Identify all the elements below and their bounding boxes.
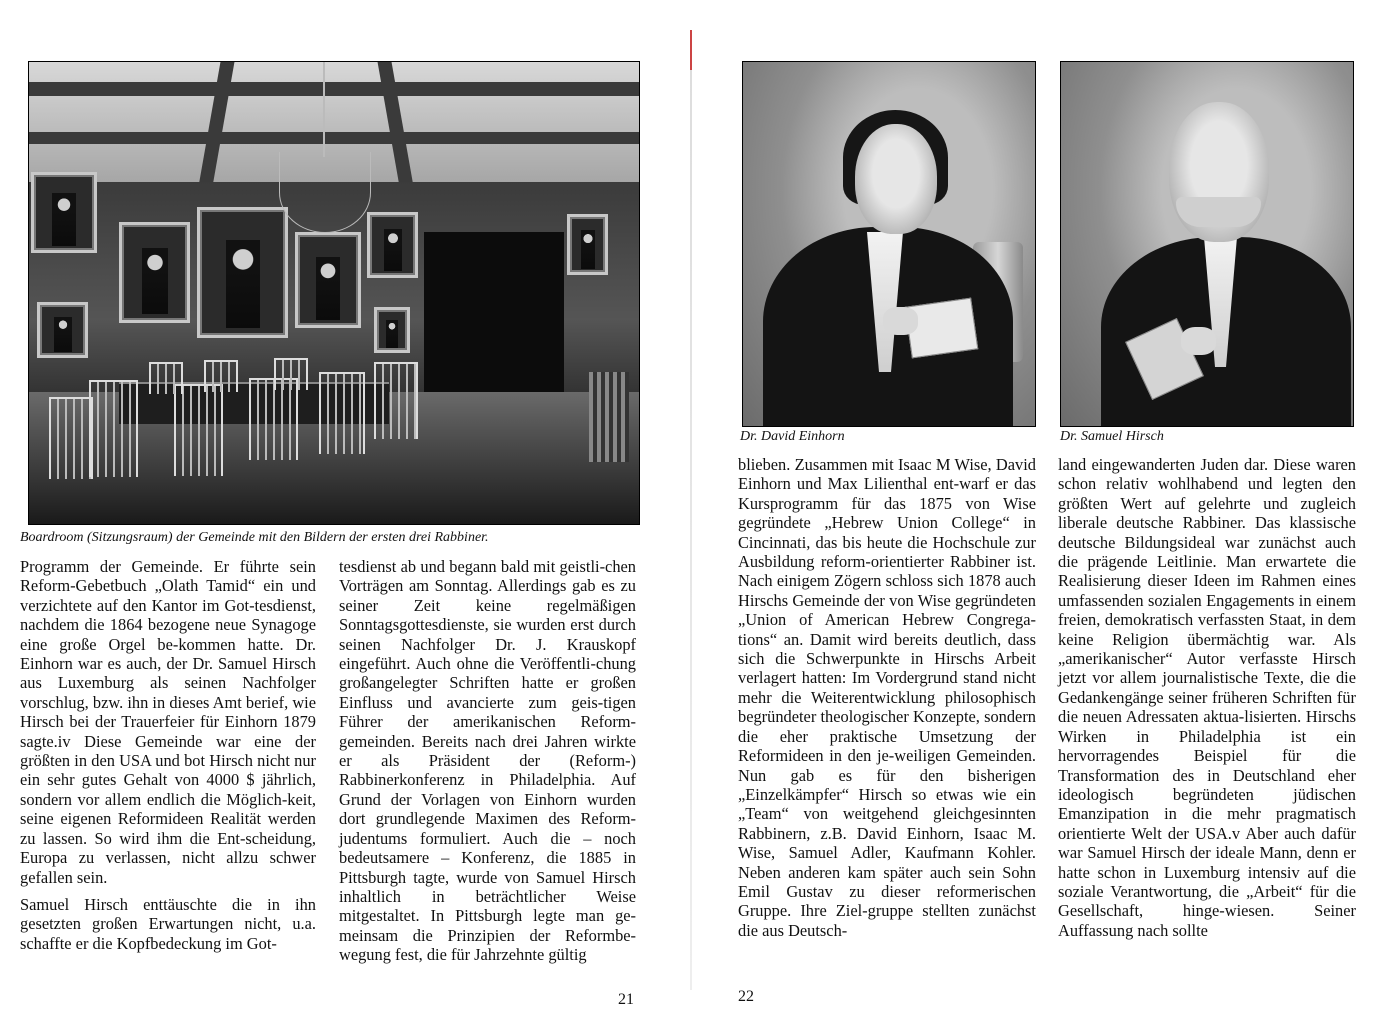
portrait-frame [567,214,608,275]
page-number: 22 [738,988,754,1005]
portrait-hirsch [1060,61,1354,427]
paragraph: land eingewanderten Juden dar. Diese waren schon relativ wohlhabend und legten den größten Wert auf gelehrte und zugleich liberale deutsche Rabbiner. Das klassische deutsche Bildungsideal war zunächst auch die prägende Leitlinie. Man erwartete die Realisierung dieser Ideen im Rahmen eines umfassenden sozialen Engagements in einem freien, demokratisch verfassten Staat, in dem keine Religion übermächtig war. Als „amerikanischer“ Autor verfasste Hirsch jetzt vor allem journalistische Texte, die die Gedankengänge seiner früheren Schriften für die neuen Adressaten aktua-lisierten. Hirschs Wirken in Philadelphia ist ein hervorragendes Beispiel für die Transformation des in Deutschland eher ideologisch begründeten jüdischen Emanzipation in die mehr pragmatisch orientierte Welt der USA.v Aber auch dafür war Samuel Hirsch der ideale Mann, denn er hatte schon in Luxemburg intensiv auf die soziale Verantwortung, die „Arbeit“ für die Gesellschaft, hinge-wiesen. Seiner Auffassung nach sollte [1058,455,1356,940]
portrait-frame [197,207,288,338]
portrait-frame [374,307,410,353]
portrait-frame [119,222,190,323]
portrait2-caption: Dr. Samuel Hirsch [1060,429,1164,444]
paragraph: blieben. Zusammen mit Isaac M Wise, David Einhorn und Max Lilienthal ent-warf er das Kursprogramm für das 1875 von Wise gegründete „Hebrew Union College“ in Cincinnati, das bis heute die Hochschule zur Ausbildung reform-orientierter Rabbiner ist. Nach einigem Zögern schloss sich 1878 auch Hirschs Gemeinde der von Wise gegründeten „Union of American Hebrew Congrega-tions“ an. Damit wird bereits deutlich, dass sich die Schwerpunkte in Hirschs Arbeit verlagert hatten: Im Vordergrund stand nicht mehr die Weiterentwicklung philosophisch begründeter theologischer Konzepte, sondern die eher praktische Umsetzung der Reformideen in den je-weiligen Gemeinden. Nun gab es für den bisherigen „Einzelkämpfer“ Hirsch so etwas wie ein „Team“ von weitgehend gleichgesinnten Rabbinern, z.B. David Einhorn, Isaac M. Wise, Samuel Adler, Kaufmann Kohler. Neben anderen kam später auch sein Sohn Emil Gustav zu dieser reformerischen Gruppe. Ihre Ziel-gruppe stellten zunächst die aus Deutsch- [738,455,1036,940]
right-page [694,0,1400,1010]
right-column-1 [738,455,1036,940]
chandelier [279,152,371,233]
left-column-1 [20,557,316,953]
portrait-einhorn [742,61,1036,427]
portrait-frame [367,212,418,278]
page-gutter [690,30,692,990]
paragraph: Samuel Hirsch enttäuschte die in ihn gesetzten großen Erwartungen nicht, u.a. schaffte er die Kopfbedeckung im Got- [20,894,316,953]
paragraph: Programm der Gemeinde. Er führte sein Reform-Gebetbuch „Olath Tamid“ ein und verzichtete auf den Kantor im Got-tesdienst, nachdem die 1864 bezogene neue Synagoge eine große Orgel be-kommen hatte. Dr. Einhorn war es auch, der Dr. Samuel Hirsch aus Luxemburg als seinen Nachfolger vorschlug, bzw. ihn in dieses Amt berief, wie Hirsch bei der Trauerfeier für Einhorn 1879 sagte.iv Diese Gemeinde war eine der größten in den USA und bot Hirsch nicht nur ein sehr gutes Gehalt von 4000 $ jährlich, sondern vor allem endlich die Möglich-keit, seine eigenen Reformideen Realität werden zu lassen. So wird ihm die Ent-scheidung, Europa zu verlassen, nicht allzu schwer gefallen sein. [20,557,316,887]
left-column-2 [339,557,636,965]
portrait-frame [37,302,88,358]
boardroom-photo [28,61,640,525]
left-page [0,0,690,1010]
portrait1-caption: Dr. David Einhorn [740,429,845,444]
right-column-2 [1058,455,1356,940]
paragraph: tesdienst ab und begann bald mit geistli-chen Vorträgen am Sonntag. Allerdings gab es zu seiner Zeit keine regelmäßigen Sonntagsgottesdienste, sie wurden erst durch seinen Nachfolger Dr. J. Krauskopf eingeführt. Auch ohne die Veröffentli-chung großangelegter Schriften hatte er großen Einfluss und avancierte zum geis-tigen Führer der amerikanischen Reform-gemeinden. Bereits nach drei Jahren wirkte er als Präsident der (Reform-) Rabbinerkonferenz in Philadelphia. Auf Grund der Vorlagen von Einhorn wurden dort grundlegende Maximen des Reform-judentums formuliert. Auch die – noch bedeutsamere – Konferenz, die 1885 in Pittsburgh tagte, wurde von Samuel Hirsch inhaltlich in beträchtlicher Weise mitgestaltet. In Pittsburgh legte man ge-meinsam die Prinzipien der Reformbe-wegung fest, die für Jahrzehnte gültig [339,557,636,965]
portrait-frame [295,232,361,328]
photo-caption: Boardroom (Sitzungsraum) der Gemeinde mit den Bildern der ersten drei Rabbiner. [20,530,489,545]
portrait-frame [31,172,97,253]
page-number: 21 [618,991,634,1008]
